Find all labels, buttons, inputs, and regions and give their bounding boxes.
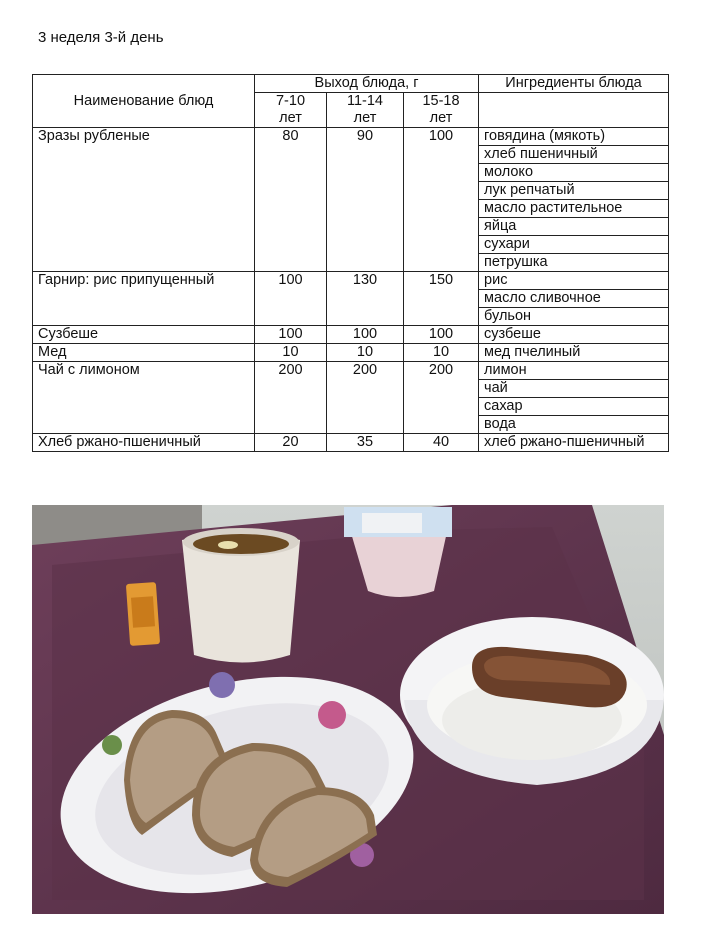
header-age-15-18: 15-18 лет xyxy=(404,93,479,128)
ingredient: говядина (мякоть) xyxy=(479,128,669,146)
ingredient: бульон xyxy=(479,308,669,326)
ingredient: лук репчатый xyxy=(479,182,669,200)
header-ingredients: Ингредиенты блюда xyxy=(479,75,669,93)
table-row xyxy=(33,326,669,344)
yield-value: 200 xyxy=(255,362,327,434)
ingredient: масло сливочное xyxy=(479,290,669,308)
table-row xyxy=(33,272,669,290)
yield-value: 80 xyxy=(255,128,327,272)
yield-value: 100 xyxy=(255,326,327,344)
ingredient: мед пчелиный xyxy=(479,344,669,362)
yield-value: 150 xyxy=(404,272,479,326)
yield-value: 100 xyxy=(255,272,327,326)
table-row xyxy=(33,344,669,362)
dish-name: Сузбеше xyxy=(33,326,255,344)
ingredient: чай xyxy=(479,380,669,398)
dish-name: Мед xyxy=(33,344,255,362)
dish-name: Хлеб ржано-пшеничный xyxy=(33,434,255,452)
yield-value: 100 xyxy=(404,128,479,272)
yield-value: 100 xyxy=(404,326,479,344)
table-row xyxy=(33,434,669,452)
ingredient: петрушка xyxy=(479,254,669,272)
yield-value: 200 xyxy=(327,362,404,434)
dish-name: Чай с лимоном xyxy=(33,362,255,434)
dish-name: Гарнир: рис припущенный xyxy=(33,272,255,326)
page-title: 3 неделя 3-й день xyxy=(38,29,164,46)
menu-table xyxy=(32,74,669,452)
ingredient: лимон xyxy=(479,362,669,380)
header-yield: Выход блюда, г xyxy=(255,75,479,93)
ingredient: хлеб ржано-пшеничный xyxy=(479,434,669,452)
ingredient: молоко xyxy=(479,164,669,182)
header-age-7-10: 7-10 лет xyxy=(255,93,327,128)
yield-value: 130 xyxy=(327,272,404,326)
dish-name: Зразы рубленые xyxy=(33,128,255,272)
ingredient: масло растительное xyxy=(479,200,669,218)
ingredient: вода xyxy=(479,416,669,434)
yield-value: 20 xyxy=(255,434,327,452)
yield-value: 10 xyxy=(327,344,404,362)
ingredient: рис xyxy=(479,272,669,290)
ingredient: сухари xyxy=(479,236,669,254)
ingredient: хлеб пшеничный xyxy=(479,146,669,164)
yield-value: 40 xyxy=(404,434,479,452)
ingredient: сузбеше xyxy=(479,326,669,344)
yield-value: 200 xyxy=(404,362,479,434)
header-dish-name: Наименование блюд xyxy=(33,75,255,128)
header-age-11-14: 11-14 лет xyxy=(327,93,404,128)
table-row xyxy=(33,128,669,146)
yield-value: 100 xyxy=(327,326,404,344)
yield-value: 35 xyxy=(327,434,404,452)
header-ingredients-empty xyxy=(479,93,669,128)
yield-value: 90 xyxy=(327,128,404,272)
yield-value: 10 xyxy=(404,344,479,362)
ingredient: сахар xyxy=(479,398,669,416)
yield-value: 10 xyxy=(255,344,327,362)
ingredient: яйца xyxy=(479,218,669,236)
food-tray-photo xyxy=(32,505,664,914)
table-row xyxy=(33,362,669,380)
